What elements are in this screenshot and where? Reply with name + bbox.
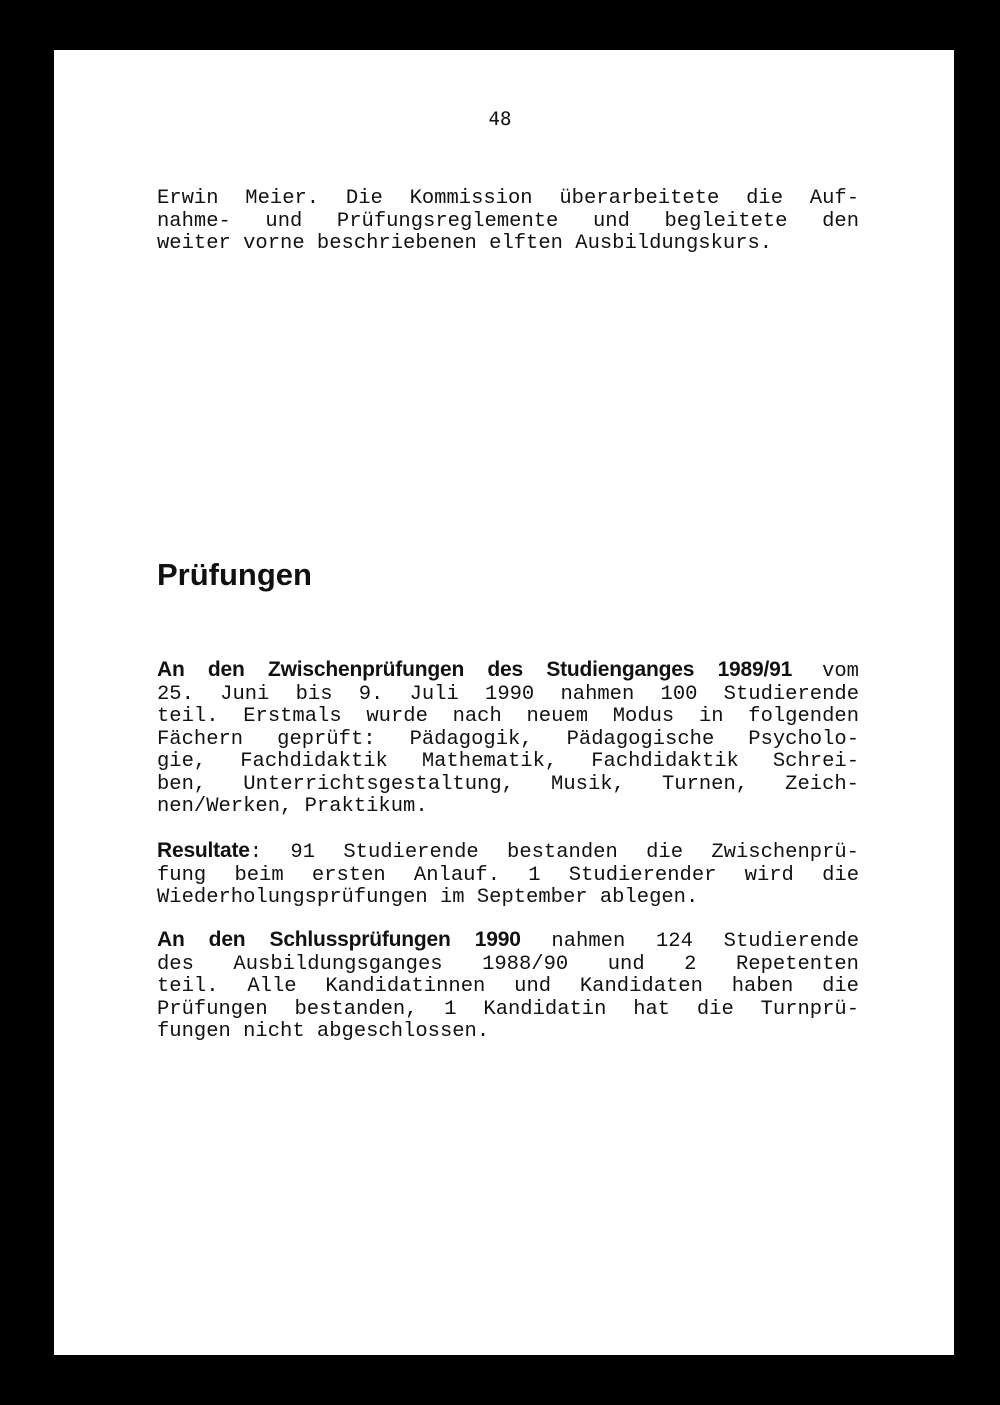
schlusspruefungen-paragraph (157, 929, 859, 1044)
intro-paragraph (157, 188, 859, 256)
intro-line: nahme- und Prüfungsreglemente und begleitete den (157, 210, 859, 233)
paragraph-line: teil. Alle Kandidatinnen und Kandidaten haben die (157, 976, 859, 998)
paragraph-first-line-rest: : 91 Studierende bestanden die Zwischenprü- (249, 841, 859, 864)
paragraph-line: Prüfungen bestanden, 1 Kandidatin hat die Turnprü- (157, 998, 859, 1021)
section-heading: Prüfungen (157, 557, 312, 592)
zwischenpruefungen-paragraph (157, 659, 859, 819)
paragraph-first-line (157, 929, 859, 954)
paragraph-line: teil. Erstmals wurde nach neuem Modus in folgenden (157, 706, 859, 728)
paragraph-first-line-rest: nahmen 124 Studierende (520, 930, 859, 953)
intro-line: weiter vorne beschriebenen elften Ausbildungskurs. (157, 233, 773, 255)
paragraph-lead: An den Schlussprüfungen 1990 (157, 929, 521, 951)
paragraph-line: Wiederholungsprüfungen im September ablegen. (157, 887, 699, 909)
paragraph-lead: An den Zwischenprüfungen des Studienganges 1989/91 (157, 659, 793, 681)
page-number: 48 (488, 108, 512, 130)
paragraph-first-line (157, 659, 859, 684)
paragraph-first-line (157, 840, 859, 865)
paragraph-line: 25. Juni bis 9. Juli 1990 nahmen 100 Studierende (157, 683, 859, 706)
paragraph-line: ben, Unterrichtsgestaltung, Musik, Turnen, Zeich- (157, 773, 859, 796)
paragraph-line: fungen nicht abgeschlossen. (157, 1021, 490, 1043)
paragraph-line: gie, Fachdidaktik Mathematik, Fachdidaktik Schrei- (157, 751, 859, 773)
intro-line: Erwin Meier. Die Kommission überarbeitete die Auf- (157, 188, 859, 210)
paragraph-line: Fächern geprüft: Pädagogik, Pädagogische Psycholo- (157, 728, 859, 751)
paragraph-first-line-rest: vom (792, 660, 859, 683)
paragraph-line: nen/Werken, Praktikum. (157, 796, 428, 818)
resultate-paragraph (157, 840, 859, 910)
paragraph-lead: Resultate (157, 840, 250, 862)
paragraph-line: des Ausbildungsganges 1988/90 und 2 Repetenten (157, 953, 859, 976)
paragraph-line: fung beim ersten Anlauf. 1 Studierender wird die (157, 864, 859, 887)
